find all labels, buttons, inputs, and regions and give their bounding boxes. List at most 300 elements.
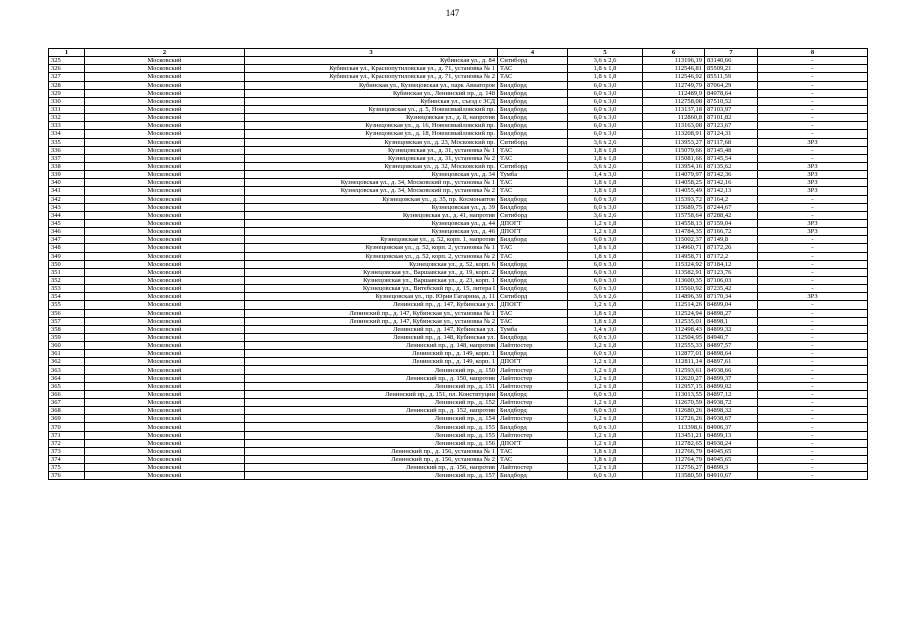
address-cell: Ленинский пр., д. 147, Кубинская ул. [245,325,498,333]
coord-x-cell: 113954,16 [643,162,705,170]
row-number-cell: 349 [49,252,85,260]
zone-note-cell: - [758,399,868,407]
zone-note-cell: - [758,325,868,333]
structure-type-cell: Ситиборд [498,293,568,301]
size-cell: 1,8 x 1,8 [568,252,643,260]
coord-x-cell: 114055,49 [643,187,705,195]
zone-note-cell: - [758,276,868,284]
table-row [49,219,868,227]
zone-note-cell: - [758,309,868,317]
address-cell: Ленинский пр., д. 157 [245,472,498,480]
zone-note-cell: - [758,464,868,472]
address-cell: Ленинский пр., д. 148, напротив [245,342,498,350]
district-cell: Московский [85,472,245,480]
row-number-cell: 339 [49,171,85,179]
coord-x-cell: 112498,43 [643,325,705,333]
coord-x-cell: 112555,33 [643,342,705,350]
address-cell: Ленинский пр., д. 156, установка № 2 [245,456,498,464]
row-number-cell: 364 [49,374,85,382]
address-cell: Ленинский пр., д. 152, напротив [245,407,498,415]
coord-x-cell: 112811,14 [643,358,705,366]
size-cell: 6,0 x 3,0 [568,114,643,122]
coord-x-cell: 112957,15 [643,382,705,390]
zone-note-cell: - [758,358,868,366]
district-cell: Московский [85,138,245,146]
table-row [49,187,868,195]
row-number-cell: 327 [49,73,85,81]
structure-type-cell: Билдборд [498,114,568,122]
size-cell: 3,6 x 2,6 [568,211,643,219]
address-cell: Ленинский пр., д. 151, пл. Конституции [245,390,498,398]
zone-note-cell: - [758,105,868,113]
address-cell: Кузнецовская ул., д. 31, установка № 2 [245,154,498,162]
row-number-cell: 358 [49,325,85,333]
address-cell: Кузнецовская ул., д. 23, Московский пр. [245,138,498,146]
zone-note-cell: - [758,366,868,374]
zone-note-cell: - [758,65,868,73]
district-cell: Московский [85,415,245,423]
coord-y-cell: 84898,1 [705,317,758,325]
coord-y-cell: 87123,67 [705,122,758,130]
district-cell: Московский [85,423,245,431]
header-col-2: 2 [85,49,245,57]
coord-x-cell: 113013,55 [643,390,705,398]
zone-note-cell: ЗРЗ [758,138,868,146]
address-cell: Кузнецовская ул., пр. Юрия Гагарина, д. 11 [245,293,498,301]
row-number-cell: 374 [49,456,85,464]
size-cell: 6,0 x 3,0 [568,423,643,431]
size-cell: 3,6 x 2,6 [568,57,643,65]
coord-y-cell: 87288,42 [705,211,758,219]
coord-y-cell: 87124,31 [705,130,758,138]
size-cell: 1,8 x 1,8 [568,244,643,252]
zone-note-cell: - [758,415,868,423]
row-number-cell: 361 [49,350,85,358]
structure-type-cell: Билдборд [498,97,568,105]
size-cell: 1,4 x 3,0 [568,325,643,333]
table-row [49,162,868,170]
coord-x-cell: 115081,66 [643,154,705,162]
coord-y-cell: 87145,48 [705,146,758,154]
structure-type-cell: Лайтпостер [498,399,568,407]
zone-note-cell: ЗРЗ [758,162,868,170]
coord-y-cell: 87149,8 [705,236,758,244]
size-cell: 1,8 x 1,8 [568,317,643,325]
district-cell: Московский [85,407,245,415]
district-cell: Московский [85,382,245,390]
address-cell: Кузнецовская ул., д. 52, корп. 6 [245,260,498,268]
row-number-cell: 371 [49,431,85,439]
zone-note-cell: - [758,423,868,431]
size-cell: 6,0 x 3,0 [568,122,643,130]
table-row [49,236,868,244]
size-cell: 3,6 x 2,6 [568,138,643,146]
size-cell: 6,0 x 3,0 [568,195,643,203]
size-cell: 1,8 x 1,8 [568,179,643,187]
coord-x-cell: 114958,71 [643,252,705,260]
coord-y-cell: 87235,42 [705,285,758,293]
table-row [49,325,868,333]
table-row [49,382,868,390]
zone-note-cell: - [758,122,868,130]
table-row [49,146,868,154]
coord-y-cell: 84899,04 [705,301,758,309]
table-row [49,203,868,211]
structure-type-cell: Билдборд [498,195,568,203]
address-cell: Ленинский пр., д. 156 [245,439,498,447]
district-cell: Московский [85,317,245,325]
coord-y-cell: 84938,24 [705,439,758,447]
district-cell: Московский [85,342,245,350]
zone-note-cell: - [758,317,868,325]
coord-y-cell: 84897,61 [705,358,758,366]
coord-y-cell: 87166,72 [705,228,758,236]
district-cell: Московский [85,105,245,113]
address-cell: Кубинская ул., Краснопутиловская ул., д. 71, установка № 1 [245,65,498,73]
zone-note-cell: - [758,203,868,211]
row-number-cell: 342 [49,195,85,203]
row-number-cell: 350 [49,260,85,268]
district-cell: Московский [85,195,245,203]
coord-y-cell: 87142,13 [705,187,758,195]
registry-table [48,48,868,480]
size-cell: 1,2 x 1,8 [568,374,643,382]
coord-x-cell: 113398,6 [643,423,705,431]
coord-y-cell: 84899,32 [705,325,758,333]
coord-y-cell: 84910,67 [705,472,758,480]
address-cell: Ленинский пр., д. 156, напротив [245,464,498,472]
coord-x-cell: 112620,27 [643,374,705,382]
size-cell: 6,0 x 3,0 [568,260,643,268]
table-row [49,472,868,480]
table-body [49,57,868,480]
table-row [49,317,868,325]
size-cell: 1,2 x 1,8 [568,431,643,439]
table-row [49,374,868,382]
structure-type-cell: ТАС [498,244,568,252]
structure-type-cell: Ситиборд [498,57,568,65]
row-number-cell: 359 [49,333,85,341]
structure-type-cell: Билдборд [498,260,568,268]
coord-y-cell: 84898,32 [705,407,758,415]
address-cell: Кузнецовская ул., д. 52, корп. 2, установка № 1 [245,244,498,252]
zone-note-cell: - [758,236,868,244]
structure-type-cell: ТАС [498,154,568,162]
size-cell: 1,2 x 1,8 [568,382,643,390]
coord-x-cell: 114058,25 [643,179,705,187]
table-row [49,138,868,146]
structure-type-cell: ТАС [498,73,568,81]
structure-type-cell: ТАС [498,187,568,195]
table-row [49,105,868,113]
table-row [49,179,868,187]
coord-x-cell: 112726,26 [643,415,705,423]
district-cell: Московский [85,260,245,268]
structure-type-cell: Билдборд [498,333,568,341]
structure-type-cell: Билдборд [498,236,568,244]
coord-x-cell: 113137,18 [643,105,705,113]
table-row [49,171,868,179]
district-cell: Московский [85,89,245,97]
address-cell: Кузнецовская ул., д. 34 [245,171,498,179]
zone-note-cell: - [758,439,868,447]
structure-type-cell: ДПОГТ [498,219,568,227]
structure-type-cell: Билдборд [498,122,568,130]
structure-type-cell: ТАС [498,179,568,187]
size-cell: 6,0 x 3,0 [568,407,643,415]
coord-x-cell: 113196,19 [643,57,705,65]
district-cell: Московский [85,73,245,81]
table-row [49,195,868,203]
coord-x-cell: 113580,59 [643,472,705,480]
coord-y-cell: 85511,59 [705,73,758,81]
size-cell: 1,8 x 1,8 [568,146,643,154]
size-cell: 1,2 x 1,8 [568,399,643,407]
district-cell: Московский [85,333,245,341]
address-cell: Ленинский пр., д. 148, Кубинская ул. [245,333,498,341]
address-cell: Ленинский пр., д. 150 [245,366,498,374]
row-number-cell: 372 [49,439,85,447]
zone-note-cell: - [758,447,868,455]
table-row [49,333,868,341]
row-number-cell: 338 [49,162,85,170]
coord-x-cell: 114558,13 [643,219,705,227]
size-cell: 1,8 x 1,8 [568,65,643,73]
zone-note-cell: - [758,154,868,162]
structure-type-cell: Билдборд [498,203,568,211]
structure-type-cell: Билдборд [498,423,568,431]
coord-x-cell: 112546,81 [643,65,705,73]
coord-y-cell: 84945,65 [705,456,758,464]
coord-x-cell: 113208,91 [643,130,705,138]
coord-y-cell: 87064,29 [705,81,758,89]
district-cell: Московский [85,179,245,187]
size-cell: 3,6 x 2,6 [568,293,643,301]
zone-note-cell: - [758,472,868,480]
row-number-cell: 332 [49,114,85,122]
district-cell: Московский [85,203,245,211]
table-row [49,399,868,407]
address-cell: Кузнецовская ул., д. 41, напротив [245,211,498,219]
zone-note-cell: ЗРЗ [758,187,868,195]
zone-note-cell: ЗРЗ [758,219,868,227]
coord-x-cell: 112756,27 [643,464,705,472]
row-number-cell: 353 [49,285,85,293]
district-cell: Московский [85,252,245,260]
district-cell: Московский [85,162,245,170]
address-cell: Ленинский пр., д. 150, напротив [245,374,498,382]
coord-y-cell: 84898,27 [705,309,758,317]
coord-y-cell: 84899,13 [705,431,758,439]
row-number-cell: 355 [49,301,85,309]
coord-x-cell: 115689,75 [643,203,705,211]
district-cell: Московский [85,211,245,219]
coord-x-cell: 113163,08 [643,122,705,130]
table-row [49,350,868,358]
zone-note-cell: ЗРЗ [758,293,868,301]
structure-type-cell: Билдборд [498,130,568,138]
table-row [49,81,868,89]
district-cell: Московский [85,456,245,464]
structure-type-cell: Лайтпостер [498,382,568,390]
row-number-cell: 343 [49,203,85,211]
address-cell: Ленинский пр., д. 154 [245,415,498,423]
table-row [49,342,868,350]
row-number-cell: 352 [49,276,85,284]
district-cell: Московский [85,268,245,276]
district-cell: Московский [85,309,245,317]
district-cell: Московский [85,146,245,154]
address-cell: Кузнецовская ул., д. 34, Московский пр., установка № 2 [245,187,498,195]
coord-x-cell: 112670,59 [643,399,705,407]
district-cell: Московский [85,390,245,398]
size-cell: 1,2 x 1,8 [568,464,643,472]
coord-x-cell: 112877,01 [643,350,705,358]
structure-type-cell: Лайтпостер [498,415,568,423]
coord-y-cell: 84978,64 [705,89,758,97]
table-row [49,456,868,464]
row-number-cell: 363 [49,366,85,374]
district-cell: Московский [85,57,245,65]
row-number-cell: 344 [49,211,85,219]
row-number-cell: 367 [49,399,85,407]
district-cell: Московский [85,114,245,122]
zone-note-cell: - [758,390,868,398]
coord-x-cell: 112782,65 [643,439,705,447]
coord-y-cell: 84897,12 [705,390,758,398]
coord-y-cell: 84940,7 [705,333,758,341]
address-cell: Кубинская ул., Краснопутиловская ул., д. 71, установка № 2 [245,73,498,81]
header-col-3: 3 [245,49,498,57]
coord-x-cell: 112766,79 [643,447,705,455]
table-row [49,285,868,293]
coord-y-cell: 84945,65 [705,447,758,455]
size-cell: 1,8 x 1,8 [568,456,643,464]
structure-type-cell: ТАС [498,447,568,455]
address-cell: Кузнецовская ул., д. 32, Московский пр. [245,162,498,170]
address-cell: Ленинский пр., д. 149, корп. 1 [245,358,498,366]
size-cell: 6,0 x 3,0 [568,89,643,97]
district-cell: Московский [85,65,245,73]
row-number-cell: 335 [49,138,85,146]
coord-x-cell: 115079,66 [643,146,705,154]
structure-type-cell: Билдборд [498,81,568,89]
structure-type-cell: Билдборд [498,472,568,480]
district-cell: Московский [85,154,245,162]
row-number-cell: 348 [49,244,85,252]
district-cell: Московский [85,399,245,407]
coord-y-cell: 87172,26 [705,244,758,252]
table-row [49,423,868,431]
zone-note-cell: ЗРЗ [758,179,868,187]
row-number-cell: 357 [49,317,85,325]
size-cell: 1,2 x 1,8 [568,228,643,236]
coord-y-cell: 87244,67 [705,203,758,211]
coord-y-cell: 87142,36 [705,171,758,179]
row-number-cell: 330 [49,97,85,105]
zone-note-cell: - [758,268,868,276]
table-row [49,122,868,130]
zone-note-cell: - [758,244,868,252]
row-number-cell: 325 [49,57,85,65]
table-row [49,130,868,138]
coord-x-cell: 115560,92 [643,285,705,293]
district-cell: Московский [85,350,245,358]
address-cell: Кубинская ул., Кузнецовская ул., парк Авиаторов [245,81,498,89]
district-cell: Московский [85,374,245,382]
structure-type-cell: Ситиборд [498,211,568,219]
district-cell: Московский [85,122,245,130]
row-number-cell: 365 [49,382,85,390]
table-row [49,464,868,472]
table-row [49,65,868,73]
address-cell: Ленинский пр., д. 156, установка № 1 [245,447,498,455]
size-cell: 1,2 x 1,8 [568,219,643,227]
zone-note-cell: - [758,456,868,464]
coord-y-cell: 84938,72 [705,399,758,407]
zone-note-cell: - [758,301,868,309]
table-row [49,252,868,260]
coord-y-cell: 87172,2 [705,252,758,260]
row-number-cell: 368 [49,407,85,415]
coord-x-cell: 112535,01 [643,317,705,325]
row-number-cell: 326 [49,65,85,73]
coord-y-cell: 87106,03 [705,276,758,284]
row-number-cell: 362 [49,358,85,366]
size-cell: 6,0 x 3,0 [568,390,643,398]
coord-x-cell: 112764,79 [643,456,705,464]
row-number-cell: 346 [49,228,85,236]
structure-type-cell: ТАС [498,309,568,317]
structure-type-cell: Билдборд [498,350,568,358]
coord-y-cell: 87510,52 [705,97,758,105]
zone-note-cell: - [758,89,868,97]
table-row [49,358,868,366]
zone-note-cell: - [758,97,868,105]
coord-y-cell: 87145,54 [705,154,758,162]
structure-type-cell: Лайтпостер [498,374,568,382]
row-number-cell: 347 [49,236,85,244]
district-cell: Московский [85,171,245,179]
coord-y-cell: 87164,2 [705,195,758,203]
coord-x-cell: 115002,37 [643,236,705,244]
zone-note-cell: - [758,285,868,293]
header-col-7: 7 [705,49,758,57]
address-cell: Кубинская ул., Ленинский пр., д. 148 [245,89,498,97]
address-cell: Ленинский пр., д. 147, Кубинская ул., установка № 2 [245,317,498,325]
zone-note-cell: - [758,73,868,81]
address-cell: Ленинский пр., д. 152 [245,399,498,407]
row-number-cell: 331 [49,105,85,113]
structure-type-cell: ДПОГТ [498,228,568,236]
row-number-cell: 373 [49,447,85,455]
district-cell: Московский [85,285,245,293]
table-row [49,260,868,268]
structure-type-cell: Лайтпостер [498,431,568,439]
district-cell: Московский [85,228,245,236]
coord-y-cell: 84938,66 [705,366,758,374]
structure-type-cell: ТАС [498,146,568,154]
zone-note-cell: - [758,252,868,260]
coord-y-cell: 87135,62 [705,162,758,170]
district-cell: Московский [85,366,245,374]
address-cell: Кубинская ул., съезд с ЗСД [245,97,498,105]
table-row [49,89,868,97]
zone-note-cell: - [758,130,868,138]
row-number-cell: 354 [49,293,85,301]
table-row [49,390,868,398]
table-row [49,228,868,236]
